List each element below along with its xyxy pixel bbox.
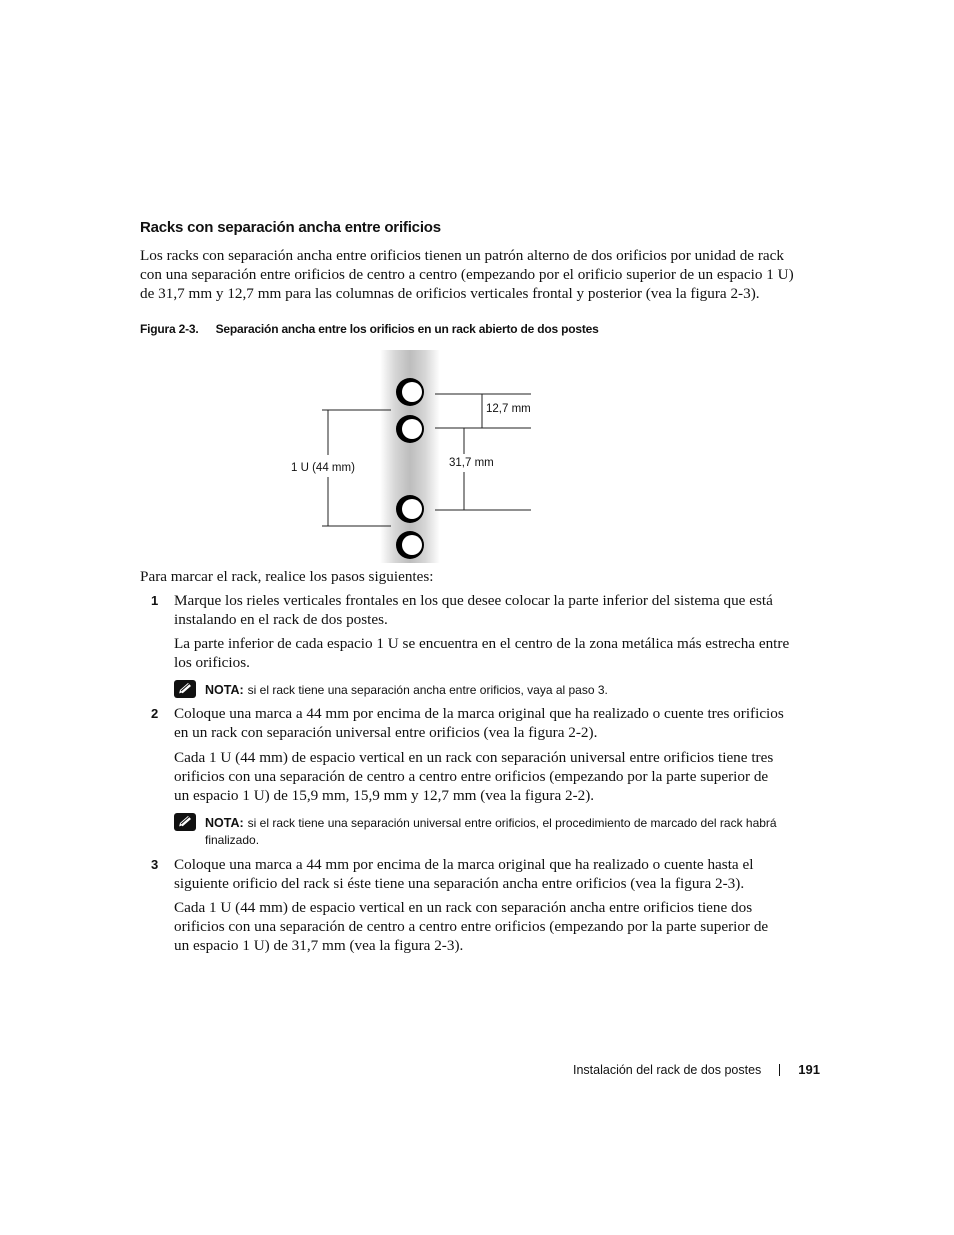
step-detail — [174, 748, 820, 805]
step-detail-line: los orificios. — [174, 654, 250, 671]
step-detail-line: orificios con una separación de centro a centro entre orificios (empezando por la parte superior de — [174, 768, 769, 785]
dim-label-31-7: 31,7 mm — [449, 457, 494, 469]
step-number: 1 — [151, 593, 159, 608]
rack-hole — [396, 415, 424, 443]
step-detail-line: un espacio 1 U) de 31,7 mm (vea la figura 2-3). — [174, 937, 464, 954]
rack-hole-diagram — [280, 350, 540, 565]
steps-intro: Para marcar el rack, realice los pasos siguientes: — [140, 568, 434, 585]
footer-divider — [779, 1064, 780, 1076]
page-footer — [573, 1062, 820, 1077]
step-detail — [174, 898, 820, 955]
intro-line: con una separación entre orificios de centro a centro (empezando por el orificio superior de un espacio 1 U) — [140, 266, 794, 283]
step-text — [174, 855, 820, 893]
step-number: 3 — [151, 857, 159, 872]
chapter-title: Instalación del rack de dos postes — [572, 1062, 762, 1077]
note-label: NOTA: — [205, 816, 244, 830]
step-line: Coloque una marca a 44 mm por encima de la marca original que ha realizado o cuente hasta el — [174, 856, 754, 873]
figure-title: Separación ancha entre los orificios en un rack abierto de dos postes — [215, 322, 599, 336]
step-line: Coloque una marca a 44 mm por encima de la marca original que ha realizado o cuente tres orificios — [174, 705, 784, 722]
rack-hole — [396, 531, 424, 559]
note-text: si el rack tiene una separación universal entre orificios, el procedimiento de marcado del rack habrá — [247, 816, 777, 830]
step-detail-line: Cada 1 U (44 mm) de espacio vertical en un rack con separación ancha entre orificios tiene dos — [174, 899, 753, 916]
step-number: 2 — [151, 706, 159, 721]
intro-line: Los racks con separación ancha entre orificios tienen un patrón alterno de dos orificios por unidad de rack — [140, 247, 784, 264]
rack-hole — [396, 378, 424, 406]
pencil-note-icon — [174, 680, 196, 698]
step-detail-line: Cada 1 U (44 mm) de espacio vertical en un rack con separación universal entre orificios tiene tres — [174, 749, 774, 766]
page-number: 191 — [798, 1062, 820, 1077]
figure-caption — [140, 322, 599, 336]
step-line: instalando en el rack de dos postes. — [174, 611, 388, 628]
step-detail-line: orificios con una separación de centro a centro entre orificios (empezando por la parte superior de — [174, 918, 769, 935]
step-line: Marque los rieles verticales frontales en los que desee colocar la parte inferior del sistema que está — [174, 592, 773, 609]
step-text — [174, 704, 820, 742]
rack-hole — [396, 495, 424, 523]
note-label: NOTA: — [205, 683, 244, 697]
step-detail-line: un espacio 1 U) de 15,9 mm, 15,9 mm y 12,7 mm (vea la figura 2-2). — [174, 787, 595, 804]
step-line: siguiente orificio del rack si éste tiene una separación ancha entre orificios (vea la figura 2-3). — [174, 875, 745, 892]
note — [174, 682, 824, 699]
step-text — [174, 591, 820, 629]
step-line: en un rack con separación universal entre orificios (vea la figura 2-2). — [174, 724, 598, 741]
intro-line: de 31,7 mm y 12,7 mm para las columnas de orificios verticales frontal y posterior (vea la figura 2-3). — [140, 285, 760, 302]
note — [174, 815, 824, 849]
note-text: si el rack tiene una separación ancha entre orificios, vaya al paso 3. — [247, 683, 608, 697]
note-text-continued: finalizado. — [205, 833, 260, 847]
dim-label-1u: 1 U (44 mm) — [291, 462, 355, 474]
step-detail-line: La parte inferior de cada espacio 1 U se encuentra en el centro de la zona metálica más estrecha entre — [174, 635, 790, 652]
section-heading: Racks con separación ancha entre orificios — [140, 219, 441, 236]
pencil-note-icon — [174, 813, 196, 831]
dim-label-12-7: 12,7 mm — [486, 403, 531, 415]
figure-number: Figura 2-3. — [140, 322, 199, 336]
intro-paragraph — [140, 246, 820, 303]
step-detail — [174, 634, 820, 672]
